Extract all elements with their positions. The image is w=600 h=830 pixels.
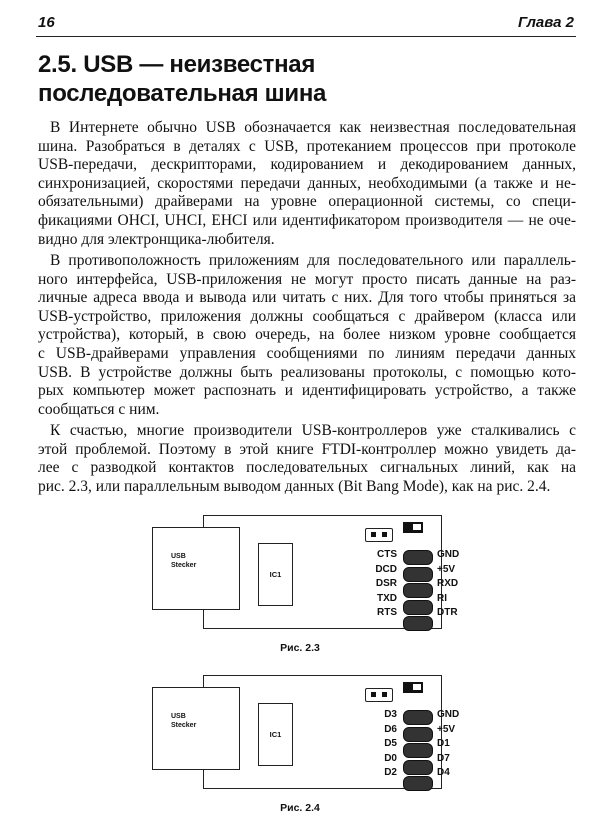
text-line: USB-устройство, приложения должны сообщаться с драйвером (класса или (38, 307, 576, 325)
switch-icon (403, 682, 423, 693)
pin-header (403, 550, 433, 633)
page-number: 16 (38, 14, 55, 31)
text-line: синхронизацией, скоростями передачи данных, необходимыми (а также и не- (38, 174, 576, 192)
pin-header (403, 710, 433, 793)
right-pin-label: +5V (437, 723, 456, 735)
pin-pair (403, 567, 433, 582)
figure-2-4 (150, 672, 460, 822)
left-pin-label: DSR (375, 578, 397, 590)
text-line: фикациями OHCI, UHCI, EHCI или идентификатором производителя — не оче- (38, 211, 576, 229)
pin-pair (403, 743, 433, 758)
text-line: видно для электронщика-любителя. (38, 230, 275, 248)
pin-pair (403, 710, 433, 725)
left-pin-label: CTS (377, 549, 397, 560)
text-line: ного интерфейса, USB-приложения не могут просто писать данные на раз- (38, 270, 576, 288)
ic-chip: IC1 (258, 543, 293, 606)
figure-2-3 (150, 512, 460, 662)
text-line: В Интернете обычно USB обозначается как неизвестная последовательная (50, 119, 576, 136)
usb-label: USB Stecker (171, 553, 197, 569)
section-title-line: 2.5. USB — неизвестная (38, 51, 316, 78)
jumper-icon (365, 528, 393, 542)
switch-icon (403, 522, 423, 533)
text-line: устройства), который, в свою очередь, на более низком уровне сообщается (38, 326, 576, 344)
pin-pair (403, 616, 433, 631)
text-line: личные адреса ввода и вывода или читать с них. Для того чтобы приняться за (38, 289, 576, 307)
ic-chip: IC1 (258, 703, 293, 766)
text-line: с USB-драйверами управления сообщениями по линиям передачи данных (38, 344, 576, 362)
right-pin-label: +5V (437, 563, 456, 575)
text-line: обязательными) драйверами на уровне операционной системы, со специ- (38, 193, 576, 211)
pin-pair (403, 776, 433, 791)
section-title-line: последовательная шина (38, 80, 327, 107)
text-line: этой проблемой. Поэтому в этой книге FTDI-контроллер можно увидеть да- (38, 440, 576, 458)
right-pin-label: RI (437, 592, 447, 604)
text-line: К счастью, многие производители USB-контроллеров уже сталкивались с (50, 422, 576, 439)
left-pin-label: RTS (377, 607, 397, 619)
right-pin-label: RXD (437, 578, 459, 590)
left-pin-label: D3 (384, 709, 397, 720)
text-line: рых компьютер может распознать и идентифицировать устройство, а также (38, 382, 576, 400)
right-pin-label: DTR (437, 607, 458, 619)
pin-pair (403, 600, 433, 615)
paragraph (38, 422, 576, 496)
left-pin-label: D6 (384, 723, 397, 735)
right-pin-label: D4 (437, 767, 450, 779)
section-title (38, 50, 326, 108)
left-pin-label: D2 (384, 767, 397, 779)
chapter-label: Глава 2 (517, 14, 574, 31)
figure-caption: Рис. 2.4 (280, 802, 320, 814)
paragraph (38, 252, 576, 419)
header-rule (36, 36, 576, 37)
text-line: сообщаться с ним. (38, 400, 160, 418)
right-pin-label: GND (437, 709, 460, 720)
usb-label: USB Stecker (171, 713, 197, 729)
text-line: USB-передачи, дескрипторами, кодированием и декодированием данных, (38, 156, 576, 174)
pin-pair (403, 583, 433, 598)
usb-connector (152, 527, 240, 610)
figure-caption: Рис. 2.3 (280, 642, 320, 654)
text-line: В противоположность приложениям для последовательного или параллель- (50, 252, 576, 269)
right-pin-label: GND (437, 549, 460, 560)
pin-pair (403, 760, 433, 775)
right-pin-label: D7 (437, 752, 450, 764)
paragraph (38, 119, 576, 249)
text-line: USB. В устройстве должны быть реализованы протоколы, с помощью кото- (38, 363, 576, 381)
text-line: лее с разводкой контактов последовательных сигнальных линий, как на (38, 459, 576, 477)
left-pin-label: D0 (384, 752, 397, 764)
left-pin-label: DCD (375, 563, 397, 575)
right-pin-label: D1 (437, 738, 450, 750)
text-line: шина. Разобраться в деталях с USB, протеканием процессов при протоколе (38, 137, 576, 155)
jumper-icon (365, 688, 393, 702)
pin-pair (403, 727, 433, 742)
left-pin-label: TXD (377, 592, 397, 604)
left-pin-label: D5 (384, 738, 397, 750)
pin-pair (403, 550, 433, 565)
usb-connector (152, 687, 240, 770)
text-line: рис. 2.3, или параллельным выводом данных (Bit Bang Mode), как на рис. 2.4. (38, 477, 551, 495)
